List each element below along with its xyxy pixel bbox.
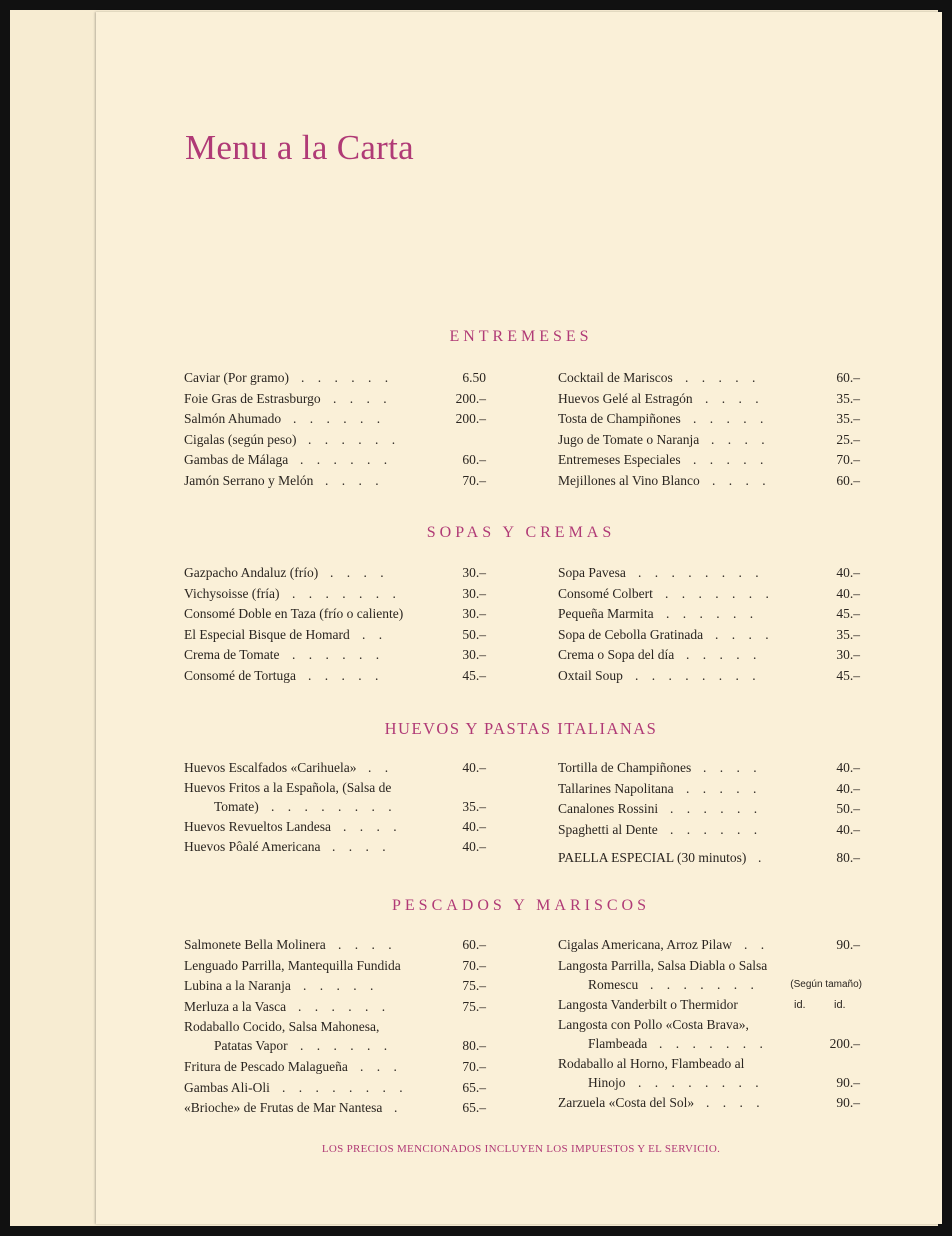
item-name: Lenguado Parrilla, Mantequilla Fundida xyxy=(184,957,401,973)
leader-dots: . . . . . . . xyxy=(665,585,774,601)
item-price: 90.– xyxy=(836,937,860,952)
item-name: Consomé Colbert xyxy=(558,585,653,601)
item-name: Huevos Revueltos Landesa xyxy=(184,819,331,834)
item-name: Huevos Pôalé Americana xyxy=(184,839,321,854)
item-price: 35.– xyxy=(836,390,860,406)
item-price: 30.– xyxy=(836,647,860,662)
item-price: 40.– xyxy=(836,780,860,796)
leader-dots: . . . . xyxy=(706,1095,765,1110)
leader-dots: . . . . . . . xyxy=(292,585,401,601)
item-price: 50.– xyxy=(836,801,860,816)
item-price: 45.– xyxy=(836,606,860,621)
item-name: Spaghetti al Dente xyxy=(558,821,658,837)
item-name: PAELLA ESPECIAL (30 minutos) xyxy=(558,850,747,865)
price-note: (Según tamaño) xyxy=(790,978,862,990)
item-name: Huevos Fritos a la Española, (Salsa de xyxy=(184,780,392,795)
item-price: 60.– xyxy=(836,472,860,488)
leader-dots: . . . . . . xyxy=(670,801,763,816)
item-name-continued: Flambeada xyxy=(588,1036,648,1051)
item-name: «Brioche» de Frutas de Mar Nantesa xyxy=(184,1100,383,1115)
leader-dots: . . . . xyxy=(330,565,389,580)
item-name-continued: Tomate) xyxy=(214,799,259,814)
item-name: Fritura de Pescado Malagueña xyxy=(184,1059,348,1074)
leader-dots: . . . . . xyxy=(685,370,761,385)
price-ditto: id. xyxy=(834,999,846,1011)
item-name: Tosta de Champiñones xyxy=(558,411,681,426)
item-price: 30.– xyxy=(462,647,486,662)
leader-dots: . . . . . . . xyxy=(659,1036,768,1051)
section-title-huevos: HUEVOS Y PASTAS ITALIANAS xyxy=(384,719,658,738)
item-price: 40.– xyxy=(836,760,860,775)
item-name: Tallarines Napolitana xyxy=(558,780,674,796)
item-price: 25.– xyxy=(836,431,860,447)
item-price: 45.– xyxy=(462,667,486,683)
item-price: 70.– xyxy=(462,472,486,488)
item-name: El Especial Bisque de Homard xyxy=(184,626,350,642)
leader-dots: . . . . xyxy=(332,839,391,854)
item-name: Zarzuela «Costa del Sol» xyxy=(558,1095,695,1110)
item-price: 40.– xyxy=(462,839,486,854)
item-name: Gazpacho Andaluz (frío) xyxy=(184,565,319,580)
leader-dots: . . . . xyxy=(711,431,770,447)
item-name: Langosta con Pollo «Costa Brava», xyxy=(558,1017,749,1032)
section-title-sopas: SOPAS Y CREMAS xyxy=(426,524,616,541)
item-name: Canalones Rossini xyxy=(558,801,659,816)
item-name: Jugo de Tomate o Naranja xyxy=(558,431,700,447)
leader-dots: . . . . . . . xyxy=(650,976,759,992)
item-price: 40.– xyxy=(462,819,486,834)
item-name: Lubina a la Naranja xyxy=(184,978,291,993)
leader-dots: . . . . . . xyxy=(300,1038,393,1053)
item-name: Consomé de Tortuga xyxy=(184,667,297,683)
menu-item xyxy=(558,1054,860,1094)
leader-dots: . . . . . . xyxy=(292,647,385,662)
item-name: Cocktail de Mariscos xyxy=(558,370,673,385)
item-price: 60.– xyxy=(462,452,486,467)
item-name: Mejillones al Vino Blanco xyxy=(558,472,700,488)
leader-dots: . . . . . . . . xyxy=(635,667,761,683)
leader-dots: . . xyxy=(362,626,388,642)
leader-dots: . . . . . xyxy=(686,780,762,796)
leader-dots: . . xyxy=(744,937,770,952)
item-price: 80.– xyxy=(462,1038,486,1053)
leader-dots: . . . . xyxy=(703,760,762,775)
menu-item xyxy=(184,1017,486,1057)
item-name: Caviar (Por gramo) xyxy=(184,370,289,385)
item-name-continued: Romescu xyxy=(588,976,639,992)
item-name: Consomé Doble en Taza (frío o caliente) xyxy=(184,606,404,621)
leader-dots: . . . . . . xyxy=(301,370,394,385)
item-name: Pequeña Marmita xyxy=(558,606,654,621)
item-name: Jamón Serrano y Melón xyxy=(184,472,314,488)
item-name: Crema o Sopa del día xyxy=(558,647,675,662)
item-name: Rodaballo Cocido, Salsa Mahonesa, xyxy=(184,1019,380,1034)
item-price: 35.– xyxy=(836,411,860,426)
item-price: 40.– xyxy=(836,565,860,580)
leader-dots: . . . . . xyxy=(693,411,769,426)
item-price: 30.– xyxy=(462,585,486,601)
leader-dots: . xyxy=(758,850,767,865)
leader-dots: . . . . . xyxy=(308,667,384,683)
item-price: 40.– xyxy=(462,760,486,775)
leader-dots: . . . . xyxy=(333,390,392,406)
item-name: Sopa de Cebolla Gratinada xyxy=(558,626,704,642)
item-name: Salmonete Bella Molinera xyxy=(184,937,326,952)
item-price: 60.– xyxy=(836,370,860,385)
item-name: Huevos Gelé al Estragón xyxy=(558,390,693,406)
item-price: 200.– xyxy=(829,1036,860,1051)
item-price: 40.– xyxy=(836,585,860,601)
leader-dots: . . . . . . . . xyxy=(271,799,397,814)
item-price: 65.– xyxy=(462,1079,486,1095)
item-name: Langosta Parrilla, Salsa Diabla o Salsa xyxy=(558,957,768,973)
item-price: 70.– xyxy=(836,452,860,467)
leader-dots: . . . . . . xyxy=(298,998,391,1014)
item-price: 70.– xyxy=(462,1059,486,1074)
leader-dots: . . . . . . . . xyxy=(638,1075,764,1090)
item-price: 45.– xyxy=(836,667,860,683)
menu-item xyxy=(558,956,860,996)
leader-dots: . . . . . xyxy=(693,452,769,467)
leader-dots: . . . xyxy=(360,1059,402,1074)
item-name: Rodaballo al Horno, Flambeado al xyxy=(558,1056,745,1071)
prices-footer-note: LOS PRECIOS MENCIONADOS INCLUYEN LOS IMPUESTOS Y EL SERVICIO. xyxy=(321,1143,721,1155)
item-price: 6.50 xyxy=(462,370,486,385)
leader-dots: . . . . xyxy=(712,472,771,488)
leader-dots: . . . . . . . . xyxy=(638,565,764,580)
item-name: Salmón Ahumado xyxy=(184,411,282,426)
item-price: 200.– xyxy=(455,411,486,426)
leader-dots: . . . . xyxy=(705,390,764,406)
leader-dots: . . . . xyxy=(325,472,384,488)
item-price: 35.– xyxy=(462,799,486,814)
menu-item xyxy=(558,1015,860,1055)
item-name: Sopa Pavesa xyxy=(558,565,626,580)
item-price: 65.– xyxy=(462,1100,486,1115)
leader-dots: . . . . . . xyxy=(666,606,759,621)
leader-dots: . . . . . . xyxy=(300,452,393,467)
item-name: Merluza a la Vasca xyxy=(184,998,287,1014)
item-price: 60.– xyxy=(462,937,486,952)
item-price: 40.– xyxy=(836,821,860,837)
leader-dots: . . . . xyxy=(343,819,402,834)
item-name: Foie Gras de Estrasburgo xyxy=(184,390,321,406)
leader-dots: . . . . xyxy=(715,626,774,642)
leader-dots: . . . . xyxy=(338,937,397,952)
item-price: 35.– xyxy=(836,626,860,642)
item-name: Langosta Vanderbilt o Thermidor xyxy=(558,997,738,1012)
item-price: 30.– xyxy=(462,606,486,621)
item-price: 30.– xyxy=(462,565,486,580)
item-price: 75.– xyxy=(462,978,486,993)
leader-dots: . . . . . . xyxy=(308,431,401,447)
section-title-pescados: PESCADOS Y MARISCOS xyxy=(392,897,650,914)
page-title: Menu a la Carta xyxy=(185,128,414,167)
leader-dots: . . . . . xyxy=(303,978,379,993)
item-price: 90.– xyxy=(836,1075,860,1090)
item-name: Entremeses Especiales xyxy=(558,452,681,467)
item-name: Tortilla de Champiñones xyxy=(558,760,692,775)
item-price: 200.– xyxy=(455,390,486,406)
item-price: 50.– xyxy=(462,626,486,642)
leader-dots: . . . . . . . . xyxy=(282,1079,408,1095)
item-name-continued: Hinojo xyxy=(588,1075,626,1090)
leader-dots: . . . . . . xyxy=(670,821,763,837)
leader-dots: . . xyxy=(368,760,394,775)
item-price: 75.– xyxy=(462,998,486,1014)
item-name-continued: Patatas Vapor xyxy=(214,1038,288,1053)
section-title-entremeses: ENTREMESES xyxy=(449,328,593,345)
leader-dots: . . . . . . xyxy=(293,411,386,426)
leader-dots: . . . . . xyxy=(686,647,762,662)
item-name: Crema de Tomate xyxy=(184,647,280,662)
item-price: 90.– xyxy=(836,1095,860,1110)
menu-item xyxy=(184,778,486,818)
item-name: Gambas de Málaga xyxy=(184,452,289,467)
price-ditto: id. xyxy=(794,999,806,1011)
item-price: 70.– xyxy=(462,957,486,973)
item-name: Oxtail Soup xyxy=(558,667,623,683)
item-name: Gambas Ali-Oli xyxy=(184,1079,270,1095)
item-name: Cigalas (según peso) xyxy=(184,431,297,447)
item-price: 80.– xyxy=(836,850,860,865)
leader-dots: . xyxy=(394,1100,403,1115)
item-name: Cigalas Americana, Arroz Pilaw xyxy=(558,937,732,952)
item-name: Huevos Escalfados «Carihuela» xyxy=(184,760,357,775)
item-name: Vichysoisse (fría) xyxy=(184,585,280,601)
